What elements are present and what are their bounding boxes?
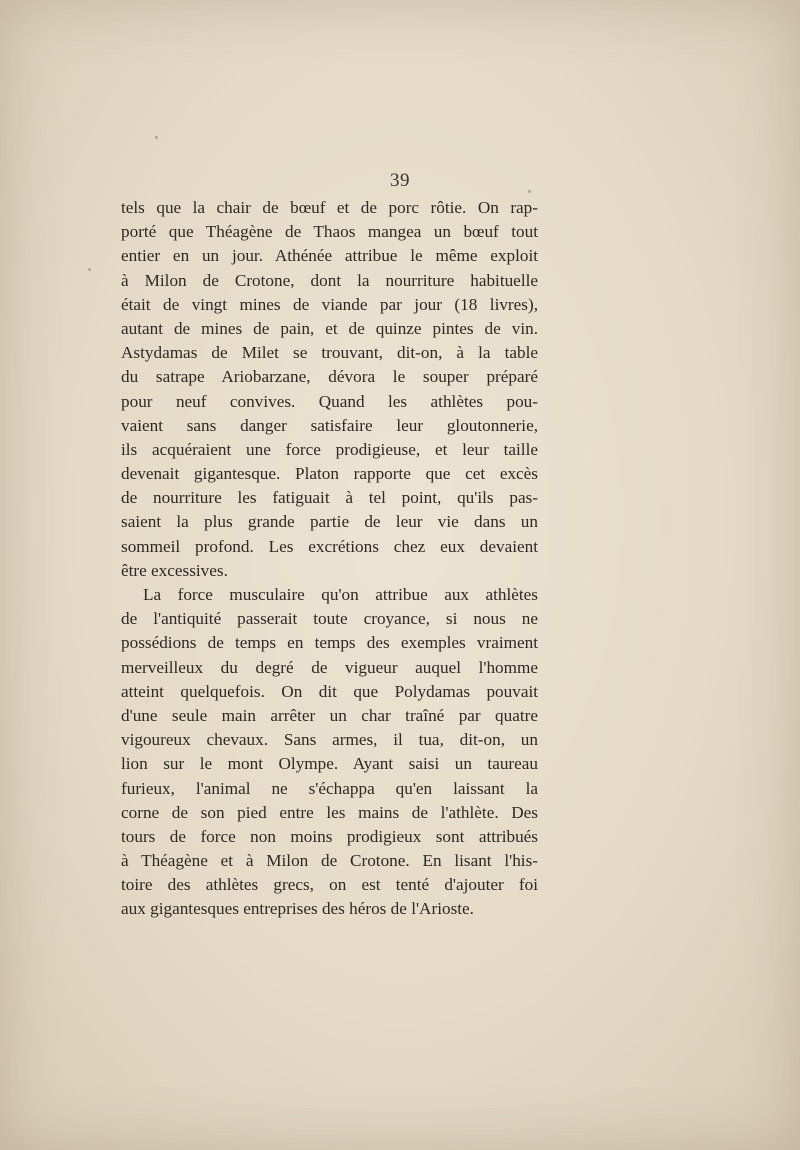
page-number: 39 (390, 170, 410, 191)
text-line: atteint quelquefois. On dit que Polydamas pouvait (121, 681, 538, 701)
text-line: du satrape Ariobarzane, dévora le souper préparé (121, 367, 538, 387)
text-line: ils acquéraient une force prodigieuse, et leur taille (121, 439, 538, 459)
paper-speck (88, 268, 91, 271)
text-line: lion sur le mont Olympe. Ayant saisi un taureau (121, 754, 538, 774)
text-line: furieux, l'animal ne s'échappa qu'en laissant la (121, 778, 538, 798)
text-line: possédions de temps en temps des exemples vraiment (121, 633, 538, 653)
text-line: de l'antiquité passerait toute croyance, si nous ne (121, 609, 538, 629)
text-line: à Théagène et à Milon de Crotone. En lisant l'his- (121, 851, 538, 871)
paper-speck (155, 136, 158, 139)
text-line: toire des athlètes grecs, on est tenté d'ajouter foi (121, 875, 538, 895)
text-line: autant de mines de pain, et de quinze pintes de vin. (121, 318, 538, 338)
body-text (121, 196, 538, 922)
text-line: aux gigantesques entreprises des héros de l'Arioste. (121, 899, 474, 919)
paragraph (121, 583, 538, 922)
text-line: pour neuf convives. Quand les athlètes pou- (121, 391, 538, 411)
text-line: entier en un jour. Athénée attribue le même exploit (121, 246, 538, 266)
text-line: porté que Théagène de Thaos mangea un bœuf tout (121, 222, 538, 242)
text-line: de nourriture les fatiguait à tel point, qu'ils pas- (121, 488, 538, 508)
text-line: sommeil profond. Les excrétions chez eux devaient (121, 536, 538, 556)
text-line: tels que la chair de bœuf et de porc rôtie. On rap- (121, 198, 538, 217)
text-line: corne de son pied entre les mains de l'athlète. Des (121, 802, 538, 822)
text-line: Astydamas de Milet se trouvant, dit-on, à la table (121, 343, 538, 363)
text-line: était de vingt mines de viande par jour (18 livres), (121, 294, 538, 314)
text-line: à Milon de Crotone, dont la nourriture habituelle (121, 270, 538, 290)
text-line: d'une seule main arrêter un char traîné par quatre (121, 705, 538, 725)
text-line: merveilleux du degré de vigueur auquel l'homme (121, 657, 538, 677)
text-line: devenait gigantesque. Platon rapporte que cet excès (121, 464, 538, 484)
text-line: La force musculaire qu'on attribue aux athlètes (143, 585, 538, 604)
text-line: être excessives. (121, 560, 228, 580)
text-line: tours de force non moins prodigieux sont attribués (121, 826, 538, 846)
text-line: vaient sans danger satisfaire leur gloutonnerie, (121, 415, 538, 435)
text-line: vigoureux chevaux. Sans armes, il tua, dit-on, un (121, 730, 538, 750)
paragraph (121, 196, 538, 583)
text-line: saient la plus grande partie de leur vie dans un (121, 512, 538, 532)
